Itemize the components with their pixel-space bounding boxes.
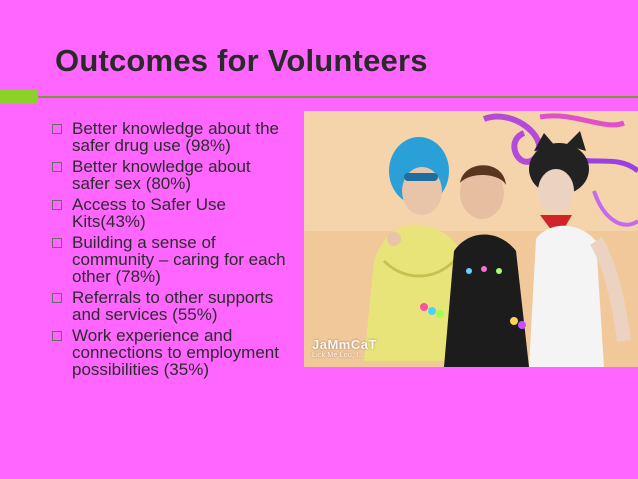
square-bullet-icon: [52, 293, 62, 303]
bullet-text: Referrals to other supports and services (55%): [72, 288, 274, 324]
bullet-item: [52, 289, 292, 323]
title-underline-accent: [0, 90, 38, 104]
bullet-text: Access to Safer Use Kits(43%): [72, 195, 227, 231]
title-underline: [38, 96, 638, 98]
watermark-logo-text: JaMmCaT: [312, 337, 377, 352]
bullet-item: [52, 196, 292, 230]
bullet-text: Better knowledge about safer sex (80%): [72, 157, 251, 193]
bullet-text: Work experience and connections to employment possibilities (35%): [72, 326, 279, 379]
bullet-text: Better knowledge about the safer drug use (98%): [72, 119, 279, 155]
bullet-item: [52, 234, 292, 285]
square-bullet-icon: [52, 200, 62, 210]
watermark-subtext: Lick Me Lou, I...: [312, 352, 365, 359]
photo-illustration: [304, 111, 638, 367]
square-bullet-icon: [52, 162, 62, 172]
bullet-item: [52, 158, 292, 192]
bullet-item: [52, 327, 292, 378]
square-bullet-icon: [52, 331, 62, 341]
square-bullet-icon: [52, 238, 62, 248]
bullet-list: [52, 120, 292, 382]
bullet-text: Building a sense of community – caring for each other (78%): [72, 233, 286, 286]
volunteers-photo: [304, 111, 638, 367]
slide-title: Outcomes for Volunteers: [55, 43, 428, 78]
photo-watermark: [312, 337, 377, 359]
bullet-item: [52, 120, 292, 154]
square-bullet-icon: [52, 124, 62, 134]
